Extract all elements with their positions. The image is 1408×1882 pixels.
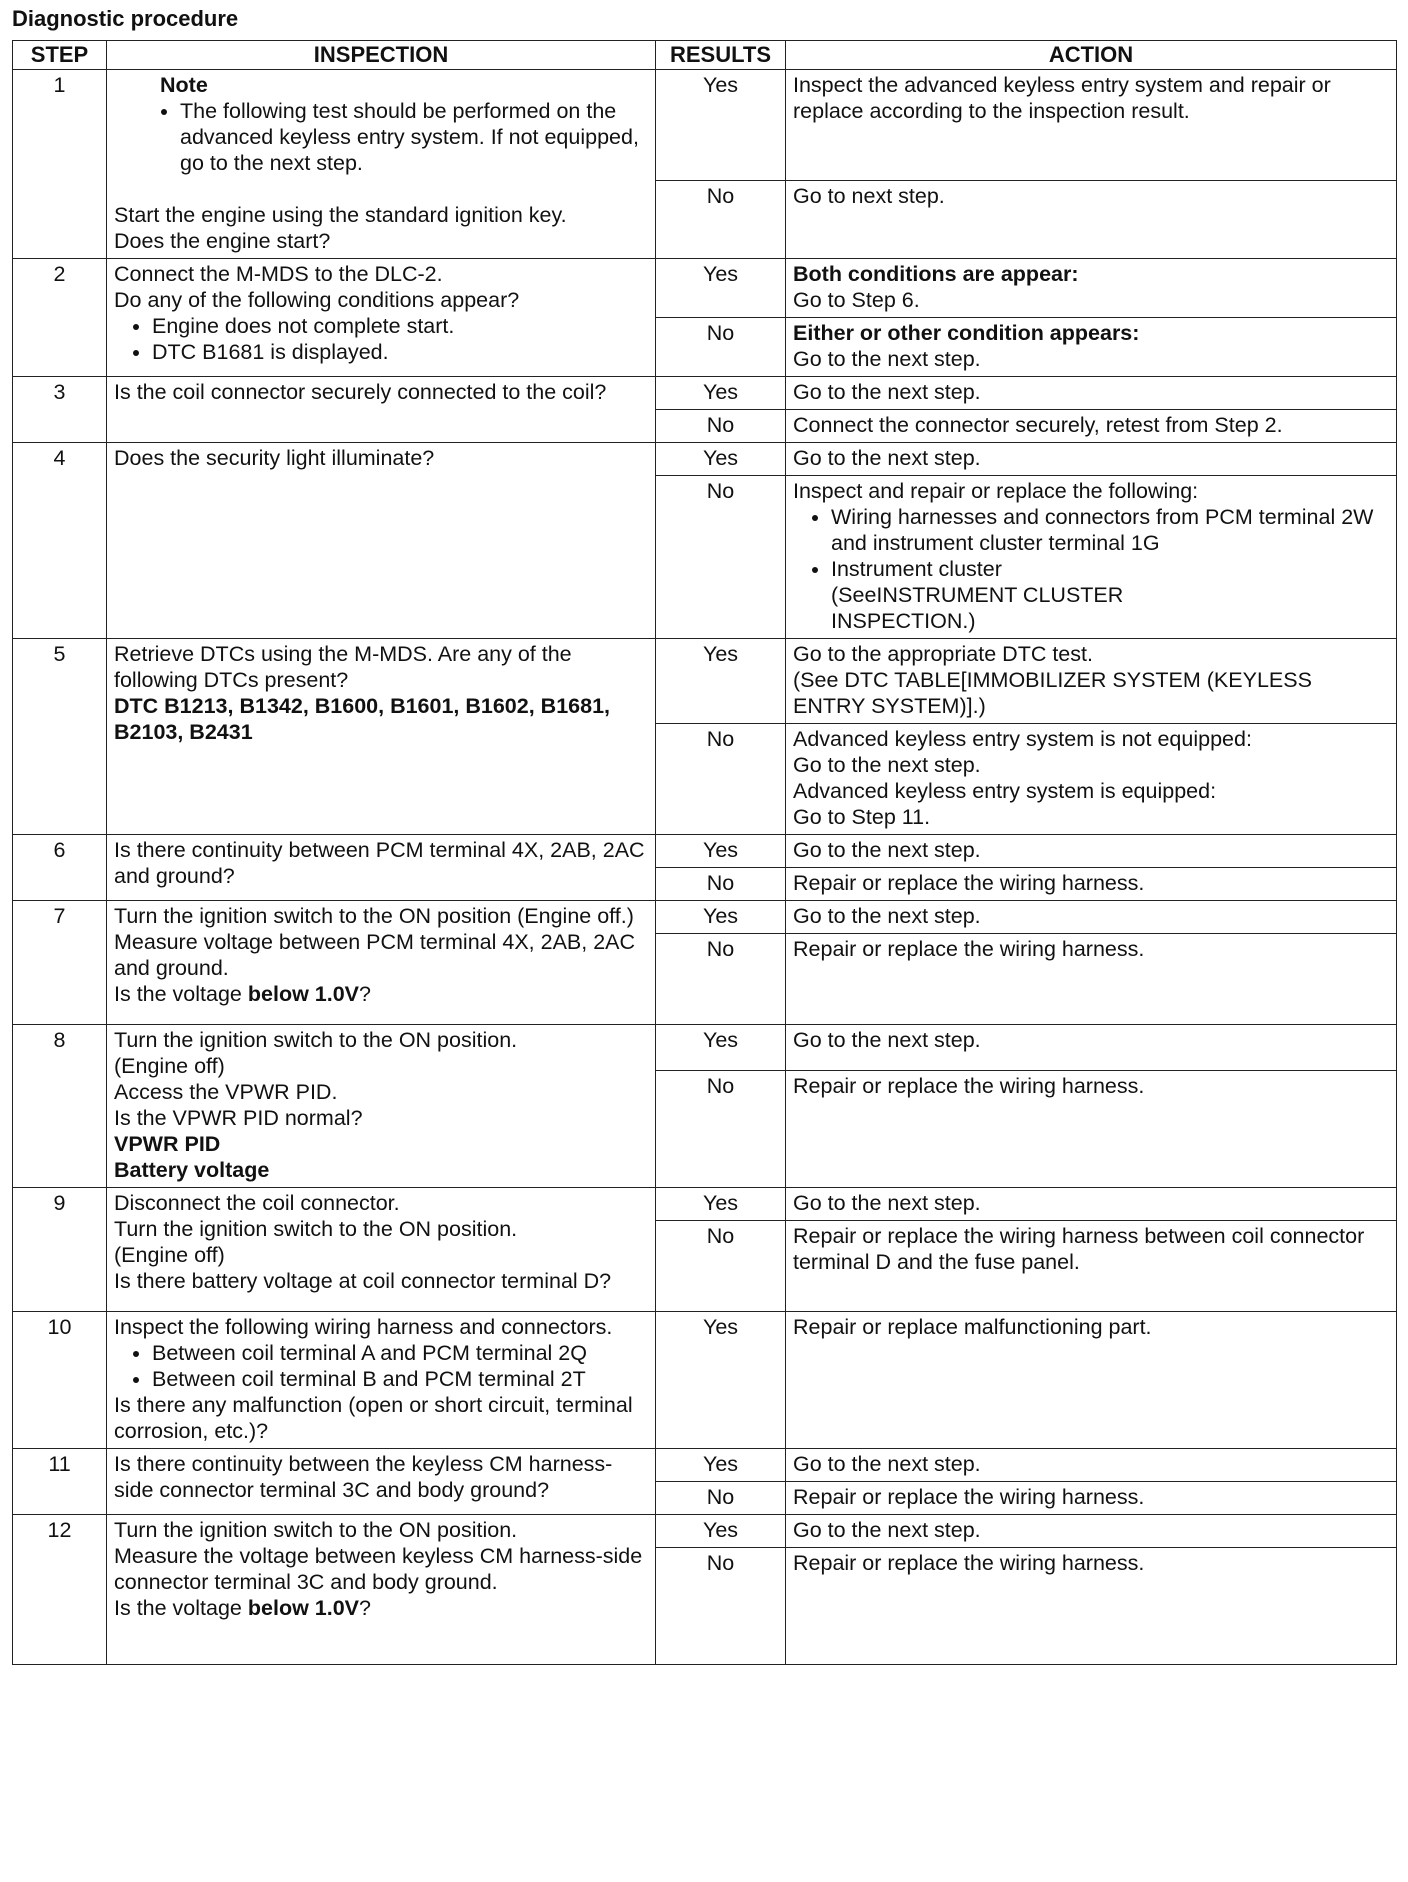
result-no: No: [656, 1548, 786, 1665]
diagnostic-table: [12, 40, 1397, 1665]
inspection-bullet: • Between coil terminal B and PCM terminal 2T: [152, 1366, 648, 1392]
action-yes: [786, 259, 1397, 318]
step-number: 1: [13, 70, 107, 259]
inspection-cell: [107, 1025, 656, 1188]
question-bold: below 1.0V: [247, 1596, 359, 1620]
result-no: No: [656, 1221, 786, 1312]
note-bullet: • The following test should be performed on the advanced keyless entry system. If not equipped, go to the next step.: [180, 98, 648, 176]
action-no: [786, 476, 1397, 639]
result-no: No: [656, 181, 786, 259]
inspection-cell: [107, 901, 656, 1025]
action-text: Go to Step 6.: [793, 288, 920, 312]
inspection-text: Disconnect the coil connector.: [114, 1191, 400, 1215]
inspection-text: Connect the M-MDS to the DLC-2.: [114, 262, 443, 286]
question-tail: ?: [359, 1596, 371, 1620]
result-yes: Yes: [656, 835, 786, 868]
action-no: [786, 724, 1397, 835]
result-no: No: [656, 410, 786, 443]
action-yes: Go to the next step.: [786, 835, 1397, 868]
step-11-yes-row: [13, 1449, 1397, 1482]
inspection-text: Is there continuity between PCM terminal 4X, 2AB, 2AC and ground?: [107, 835, 656, 901]
dtc-list: DTC B1213, B1342, B1600, B1601, B1602, B1681, B2103, B2431: [114, 694, 611, 744]
header-inspection: INSPECTION: [107, 41, 656, 70]
action-no: Repair or replace the wiring harness.: [786, 1071, 1397, 1188]
step-3-yes-row: [13, 377, 1397, 410]
inspection-text: (Engine off): [114, 1054, 225, 1078]
step-12-yes-row: [13, 1515, 1397, 1548]
result-yes: Yes: [656, 70, 786, 181]
step-5-yes-row: [13, 639, 1397, 724]
step-number: 8: [13, 1025, 107, 1188]
inspection-text: Is there battery voltage at coil connector terminal D?: [114, 1269, 612, 1293]
inspection-text: Measure the voltage between keyless CM harness-side connector terminal 3C and body ground.: [114, 1544, 643, 1594]
inspection-text: Access the VPWR PID.: [114, 1080, 338, 1104]
result-no: No: [656, 868, 786, 901]
inspection-text: Turn the ignition switch to the ON position.: [114, 1518, 518, 1542]
action-text: Advanced keyless entry system is not equipped:: [793, 727, 1252, 751]
inspection-text: Is the VPWR PID normal?: [114, 1106, 363, 1130]
inspection-cell: [107, 259, 656, 377]
result-no: No: [656, 318, 786, 377]
step-number: 4: [13, 443, 107, 639]
result-yes: Yes: [656, 1188, 786, 1221]
header-step: STEP: [13, 41, 107, 70]
header-results: RESULTS: [656, 41, 786, 70]
inspection-cell: [107, 1515, 656, 1665]
step-number: 5: [13, 639, 107, 835]
action-yes: Go to the next step.: [786, 901, 1397, 934]
result-yes: Yes: [656, 443, 786, 476]
question-bold: below 1.0V: [247, 982, 359, 1006]
inspection-text: (Engine off): [114, 1243, 225, 1267]
inspection-text: Do any of the following conditions appear?: [114, 288, 520, 312]
result-no: No: [656, 934, 786, 1025]
action-text: Inspect and repair or replace the following:: [793, 479, 1199, 503]
note-label: Note: [160, 73, 208, 97]
action-text: Advanced keyless entry system is equipped:: [793, 779, 1217, 803]
step-number: 2: [13, 259, 107, 377]
inspection-question: [114, 981, 648, 1007]
page-title: Diagnostic procedure: [12, 6, 239, 31]
header-row: [13, 41, 1397, 70]
inspection-text: Is there any malfunction (open or short circuit, terminal corrosion, etc.)?: [114, 1393, 633, 1443]
step-8-yes-row: [13, 1025, 1397, 1071]
inspection-text: Is the coil connector securely connected to the coil?: [107, 377, 656, 443]
action-yes: Inspect the advanced keyless entry system and repair or replace according to the inspection result.: [786, 70, 1397, 181]
step-number: 7: [13, 901, 107, 1025]
action-yes: Go to the next step.: [786, 443, 1397, 476]
step-number: 6: [13, 835, 107, 901]
question-text: Is the voltage: [114, 982, 248, 1006]
condition-bullet: • DTC B1681 is displayed.: [152, 339, 648, 365]
inspection-text: Start the engine using the standard ignition key.: [114, 203, 567, 227]
action-bullet: • Wiring harnesses and connectors from PCM terminal 2W and instrument cluster terminal 1G: [831, 504, 1389, 556]
step-number: 3: [13, 377, 107, 443]
action-no: Repair or replace the wiring harness.: [786, 868, 1397, 901]
action-yes: Go to the next step.: [786, 1515, 1397, 1548]
inspection-text: Turn the ignition switch to the ON position.: [114, 1217, 518, 1241]
step-2-yes-row: [13, 259, 1397, 318]
action-text: Go to Step 11.: [793, 805, 931, 829]
action-yes: Repair or replace malfunctioning part.: [786, 1312, 1397, 1449]
condition-bullet: • Engine does not complete start.: [152, 313, 648, 339]
pid-spec: Battery voltage: [114, 1158, 270, 1182]
result-yes: Yes: [656, 1312, 786, 1449]
action-text: Go to the next step.: [793, 347, 981, 371]
question-tail: ?: [359, 982, 371, 1006]
action-yes: Go to the next step.: [786, 1025, 1397, 1071]
result-yes: Yes: [656, 1515, 786, 1548]
action-no: Repair or replace the wiring harness.: [786, 934, 1397, 1025]
step-number: 11: [13, 1449, 107, 1515]
action-yes: Go to the next step.: [786, 1449, 1397, 1482]
action-no: Connect the connector securely, retest from Step 2.: [786, 410, 1397, 443]
step-10-yes-row: [13, 1312, 1397, 1449]
inspection-question: [114, 1595, 648, 1621]
result-yes: Yes: [656, 1025, 786, 1071]
step-7-yes-row: [13, 901, 1397, 934]
action-yes: Go to the next step.: [786, 1188, 1397, 1221]
action-no: Repair or replace the wiring harness.: [786, 1482, 1397, 1515]
action-text: Go to the appropriate DTC test.: [793, 642, 1093, 666]
result-yes: Yes: [656, 259, 786, 318]
step-number: 12: [13, 1515, 107, 1665]
action-yes: [786, 639, 1397, 724]
result-yes: Yes: [656, 639, 786, 724]
inspection-cell: [107, 70, 656, 259]
result-no: No: [656, 1071, 786, 1188]
inspection-bullet: • Between coil terminal A and PCM terminal 2Q: [152, 1340, 648, 1366]
step-9-yes-row: [13, 1188, 1397, 1221]
inspection-text: Retrieve DTCs using the M-MDS. Are any of the following DTCs present?: [114, 642, 572, 692]
inspection-text: Is there continuity between the keyless CM harness-side connector terminal 3C and body ground?: [107, 1449, 656, 1515]
inspection-text: Inspect the following wiring harness and connectors.: [114, 1315, 613, 1339]
inspection-text: Turn the ignition switch to the ON position.: [114, 1028, 518, 1052]
action-no: [786, 318, 1397, 377]
question-text: Is the voltage: [114, 1596, 248, 1620]
result-no: No: [656, 476, 786, 639]
result-yes: Yes: [656, 901, 786, 934]
header-action: ACTION: [786, 41, 1397, 70]
inspection-cell: [107, 1312, 656, 1449]
inspection-text: Does the engine start?: [114, 229, 331, 253]
pid-name: VPWR PID: [114, 1132, 221, 1156]
inspection-text: Does the security light illuminate?: [107, 443, 656, 639]
inspection-cell: [107, 639, 656, 835]
cross-reference: (SeeINSTRUMENT CLUSTER: [831, 583, 1124, 607]
step-number: 9: [13, 1188, 107, 1312]
action-yes: Go to the next step.: [786, 377, 1397, 410]
inspection-cell: [107, 1188, 656, 1312]
cross-reference: INSPECTION.): [831, 609, 976, 633]
action-text: Go to the next step.: [793, 753, 981, 777]
step-number: 10: [13, 1312, 107, 1449]
result-no: No: [656, 1482, 786, 1515]
action-no: Repair or replace the wiring harness between coil connector terminal D and the fuse panel.: [786, 1221, 1397, 1312]
result-yes: Yes: [656, 1449, 786, 1482]
inspection-text: Turn the ignition switch to the ON position (Engine off.): [114, 904, 634, 928]
cross-reference: (See DTC TABLE[IMMOBILIZER SYSTEM (KEYLESS ENTRY SYSTEM)].): [793, 668, 1312, 718]
inspection-text: Measure voltage between PCM terminal 4X, 2AB, 2AC and ground.: [114, 930, 636, 980]
step-6-yes-row: [13, 835, 1397, 868]
action-bullet: • Instrument cluster: [831, 556, 1389, 582]
action-bold: Both conditions are appear:: [793, 262, 1079, 286]
result-yes: Yes: [656, 377, 786, 410]
step-4-yes-row: [13, 443, 1397, 476]
action-no: Go to next step.: [786, 181, 1397, 259]
step-1-yes-row: [13, 70, 1397, 181]
action-no: Repair or replace the wiring harness.: [786, 1548, 1397, 1665]
result-no: No: [656, 724, 786, 835]
action-bold: Either or other condition appears:: [793, 321, 1140, 345]
